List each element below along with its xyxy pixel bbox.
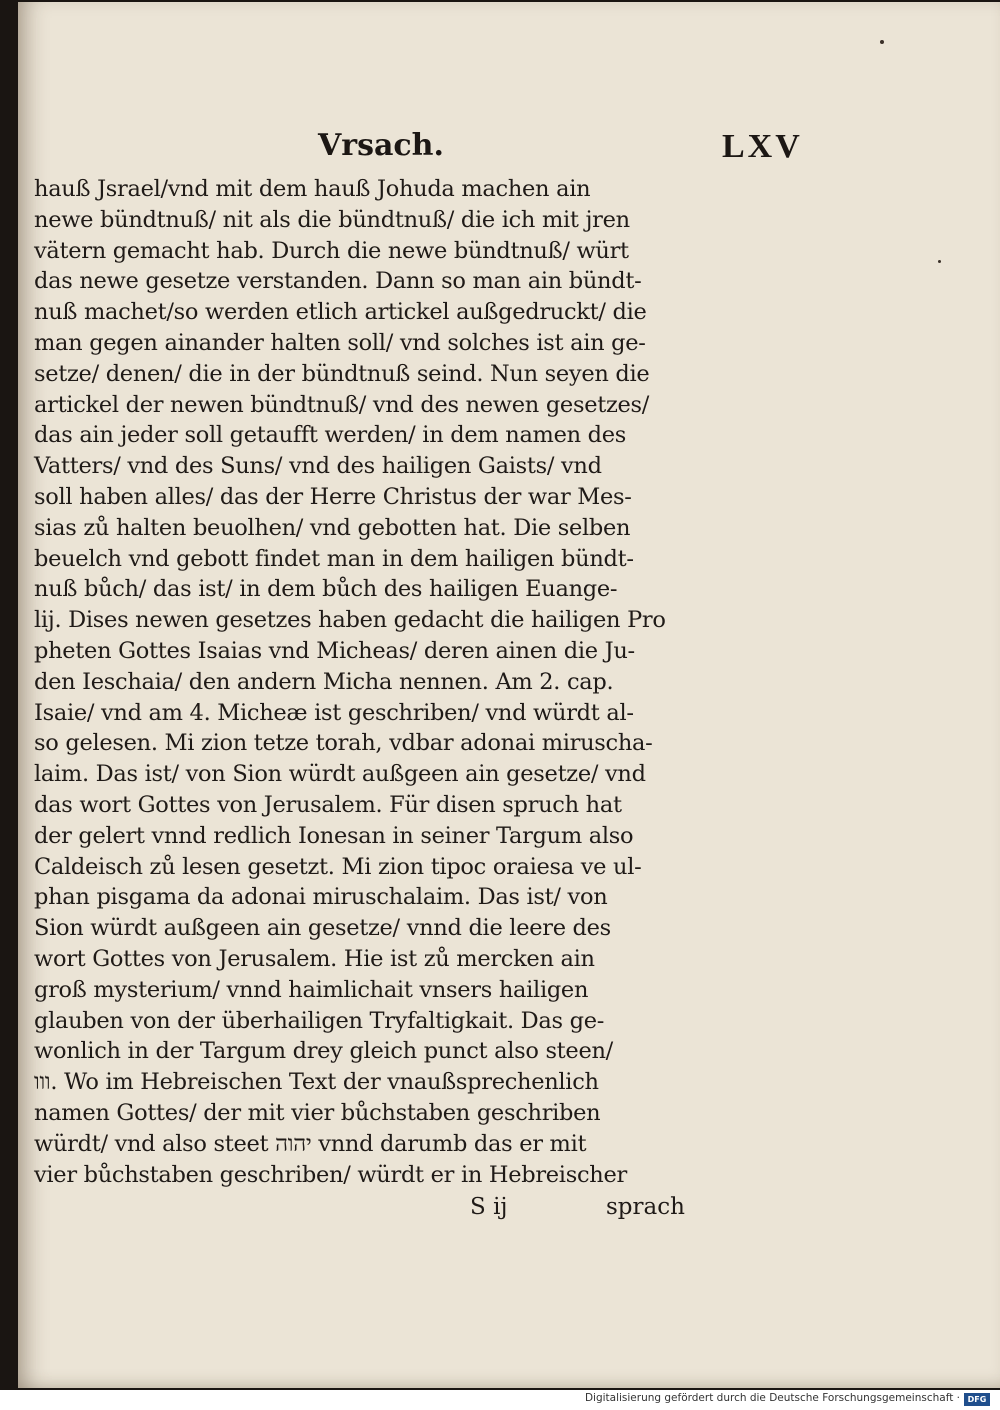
text-line: nuß bůch/ das ist/ in dem bůch des hailigen Euange-: [34, 576, 618, 603]
credit-bar: [0, 1390, 1000, 1410]
text-line: nuß machet/so werden etlich artickel außgedruckt/ die: [34, 299, 647, 326]
dfg-logo: DFG: [964, 1393, 990, 1406]
text-line: artickel der newen bündtnuß/ vnd des newen gesetzes/: [34, 391, 650, 418]
text-line: Sion würdt außgeen ain gesetze/ vnnd die leere des: [34, 915, 611, 942]
text-line: den Ieschaia/ den andern Micha nennen. Am 2. cap.: [34, 668, 614, 695]
ink-speck: [938, 260, 941, 263]
text-line: vier bůchstaben geschriben/ würdt er in Hebreischer: [34, 1161, 627, 1188]
text-line: das wort Gottes von Jerusalem. Für disen spruch hat: [34, 791, 622, 818]
text-line: sias zů halten beuolhen/ vnd gebotten hat. Die selben: [34, 514, 631, 541]
text-line: wort Gottes von Jerusalem. Hie ist zů mercken ain: [34, 945, 595, 972]
folio-number: LXV: [722, 128, 803, 165]
text-line: phan pisgama da adonai miruschalaim. Das ist/ von: [34, 884, 608, 911]
text-line: das ain jeder soll getaufft werden/ in dem namen des: [34, 422, 627, 449]
credit-text: Digitalisierung gefördert durch die Deutsche Forschungsgemeinschaft ·: [584, 1392, 960, 1404]
text-line: groß mysterium/ vnnd haimlichait vnsers hailigen: [34, 976, 589, 1003]
text-line: Caldeisch zů lesen gesetzt. Mi zion tipoc oraiesa ve ul-: [34, 853, 642, 880]
page-header: [18, 128, 1000, 174]
text-line: wonlich in der Targum drey gleich punct also steen/: [34, 1038, 613, 1065]
text-line: so gelesen. Mi zion tetze torah, vdbar adonai miruscha-: [34, 730, 653, 757]
text-line: beuelch vnd gebott findet man in dem hailigen bündt-: [34, 545, 634, 572]
text-line: der gelert vnnd redlich Ionesan in seiner Targum also: [34, 822, 634, 849]
text-line: hauß Jsrael/vnd mit dem hauß Johuda machen ain: [34, 176, 591, 202]
text-line: würdt/ vnd also steet יהוה vnnd darumb das er mit: [34, 1130, 587, 1157]
text-line: namen Gottes/ der mit vier bůchstaben geschriben: [34, 1099, 601, 1126]
body-text: [34, 174, 714, 1190]
ink-speck: [880, 40, 884, 44]
catchword: sprach: [606, 1194, 685, 1220]
text-line: setze/ denen/ die in der bündtnuß seind. Nun seyen die: [34, 360, 650, 387]
text-line: man gegen ainander halten soll/ vnd solches ist ain ge-: [34, 329, 646, 356]
text-line: Isaie/ vnd am 4. Micheæ ist geschriben/ vnd würdt al-: [34, 699, 634, 726]
text-line: vätern gemacht hab. Durch die newe bündtnuß/ würt: [34, 237, 629, 264]
running-head: Vrsach.: [318, 128, 444, 163]
text-line: glauben von der überhailigen Tryfaltigkait. Das ge-: [34, 1007, 605, 1034]
text-line: pheten Gottes Isaias vnd Micheas/ deren ainen die Ju-: [34, 637, 635, 664]
signature-mark: S ij: [470, 1194, 508, 1220]
page-footer: [18, 1194, 1000, 1226]
text-line: ווו. Wo im Hebreischen Text der vnaußsprechenlich: [34, 1069, 599, 1096]
text-line: das newe gesetze verstanden. Dann so man ain bündt-: [34, 268, 642, 295]
text-line: lij. Dises newen gesetzes haben gedacht die hailigen Pro: [34, 607, 666, 634]
text-line: Vatters/ vnd des Suns/ vnd des hailigen Gaists/ vnd: [34, 453, 602, 480]
text-line: newe bündtnuß/ nit als die bündtnuß/ die ich mit jren: [34, 206, 630, 233]
text-line: laim. Das ist/ von Sion würdt außgeen ain gesetze/ vnd: [34, 761, 646, 788]
book-page: [18, 2, 1000, 1388]
text-line: soll haben alles/ das der Herre Christus der war Mes-: [34, 483, 632, 510]
